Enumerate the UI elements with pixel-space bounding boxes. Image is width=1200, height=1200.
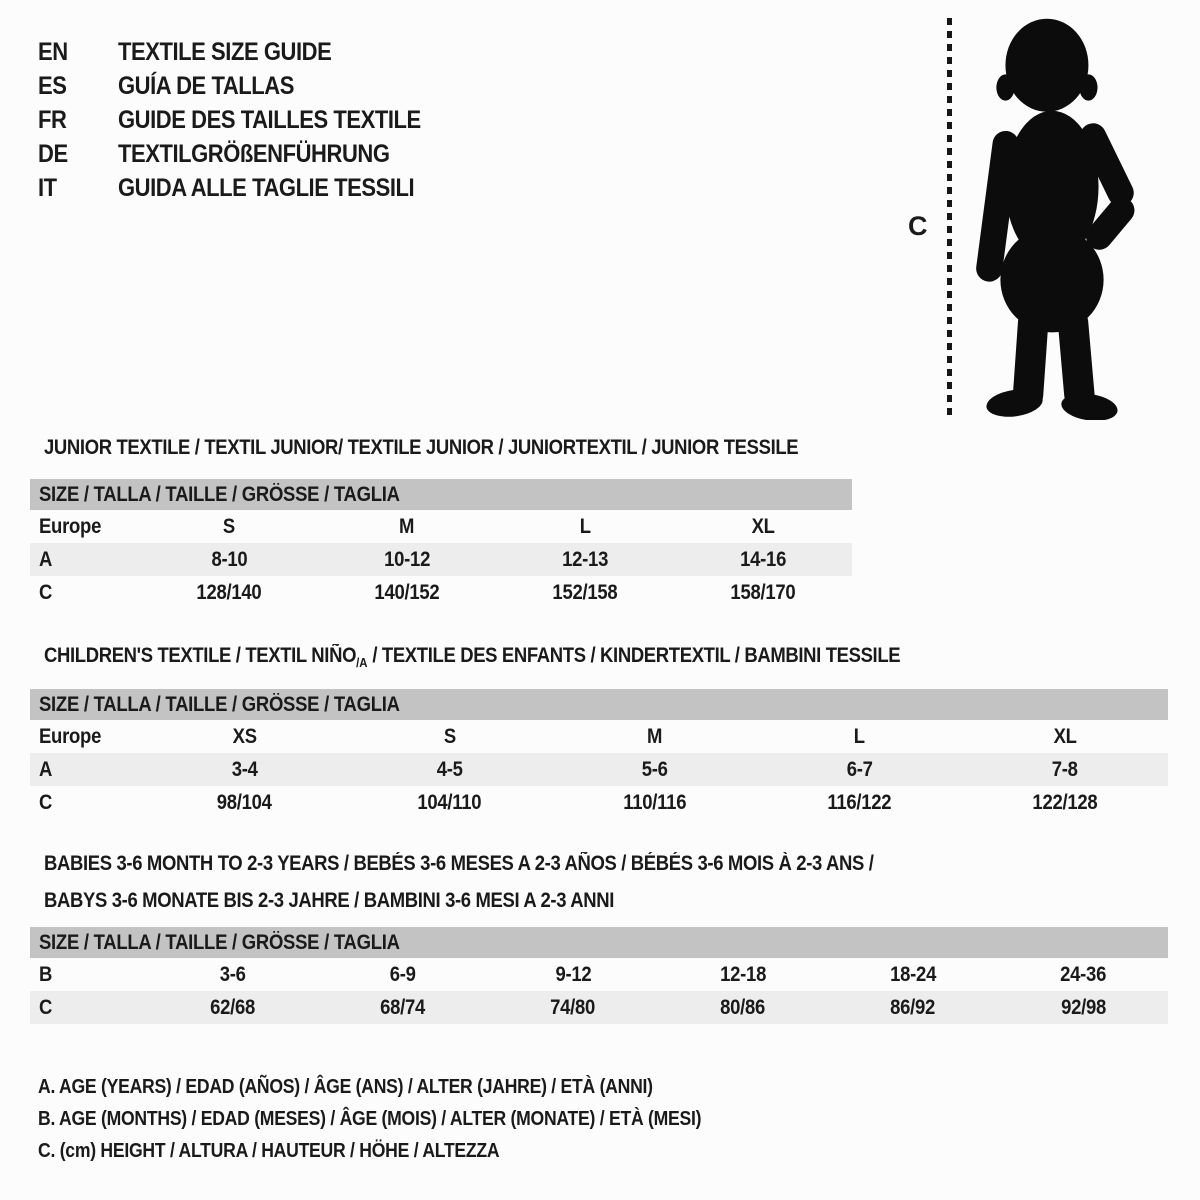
size-header-text: SIZE / TALLA / TAILLE / GRÖSSE / TAGLIA [39, 692, 400, 716]
language-code-text: DE [38, 139, 68, 168]
europe-sizes-row [30, 720, 1168, 753]
row-label-text: A [39, 757, 53, 781]
size-value-text: 128/140 [196, 580, 262, 604]
size-value-cell [318, 958, 488, 991]
language-code [38, 38, 118, 67]
age-months-row [30, 958, 1168, 991]
age-years-row [30, 543, 852, 576]
babies-size-table [30, 927, 1168, 1024]
size-value-cell [142, 753, 347, 786]
size-value-cell [347, 720, 552, 753]
size-value-cell [148, 991, 318, 1024]
size-value-cell [488, 991, 658, 1024]
language-row [38, 103, 462, 137]
legend-line-b [38, 1103, 792, 1135]
language-title-text: GUIDE DES TAILLES TEXTILE [118, 105, 421, 134]
row-label-cell [30, 720, 142, 753]
size-value-text: 62/68 [210, 995, 256, 1019]
legend-line-a [38, 1071, 792, 1103]
language-title-text: TEXTILE SIZE GUIDE [118, 37, 332, 66]
language-code-text: IT [38, 173, 57, 202]
row-label-text: B [39, 962, 53, 986]
children-title-suffix: / TEXTILE DES ENFANTS / KINDERTEXTIL / BAMBINI TESSILE [367, 644, 901, 667]
row-label-text: Europe [39, 724, 102, 748]
size-value-cell [552, 753, 757, 786]
row-label-cell [30, 991, 148, 1024]
height-measure-label [908, 211, 928, 242]
language-title-list [38, 35, 462, 205]
language-code [38, 174, 118, 203]
row-label-text: A [39, 547, 53, 571]
row-label-text: C [39, 790, 53, 814]
size-value-cell [318, 510, 496, 543]
junior-size-table [30, 479, 852, 609]
babies-section-title [44, 845, 987, 919]
size-value-text: 104/110 [417, 790, 482, 814]
size-value-cell [674, 510, 852, 543]
size-value-text: S [222, 514, 236, 538]
size-value-text: 9-12 [555, 962, 591, 986]
size-value-cell [318, 991, 488, 1024]
height-measure-dashed-line [947, 18, 952, 416]
language-row [38, 171, 462, 205]
size-value-text: XL [1053, 724, 1077, 748]
babies-title-line1: BABIES 3-6 MONTH TO 2-3 YEARS / BEBÉS 3-6 MESES A 2-3 AÑOS / BÉBÉS 3-6 MOIS À 2-3 ANS / [44, 852, 874, 875]
size-value-text: L [853, 724, 866, 748]
language-title [118, 174, 455, 203]
children-section-title-text [44, 644, 900, 675]
height-measure-label-text: C [908, 211, 928, 241]
size-header-row [30, 927, 1168, 958]
size-value-text: 152/158 [552, 580, 618, 604]
size-value-text: S [443, 724, 456, 748]
language-row [38, 137, 462, 171]
size-value-cell [998, 991, 1168, 1024]
row-label-cell [30, 543, 140, 576]
toddler-silhouette-icon [966, 14, 1138, 420]
size-value-cell [962, 786, 1168, 819]
language-code-text: FR [38, 105, 67, 134]
size-value-text: 80/86 [720, 995, 766, 1019]
language-title-text: GUÍA DE TALLAS [118, 71, 294, 100]
size-value-text: 18-24 [890, 962, 936, 986]
size-header-row [30, 479, 852, 510]
row-label-cell [30, 576, 140, 609]
junior-section-title [44, 436, 901, 460]
size-value-cell [496, 510, 674, 543]
size-value-cell [140, 543, 318, 576]
size-value-text: 98/104 [217, 790, 272, 814]
size-value-cell [757, 720, 962, 753]
age-years-row [30, 753, 1168, 786]
language-row [38, 35, 462, 69]
size-header-text: SIZE / TALLA / TAILLE / GRÖSSE / TAGLIA [39, 482, 400, 506]
size-value-cell [140, 576, 318, 609]
row-label-cell [30, 786, 142, 819]
language-code-text: ES [38, 71, 67, 100]
language-title [118, 72, 318, 101]
row-label-cell [30, 958, 148, 991]
europe-sizes-row [30, 510, 852, 543]
size-value-text: 5-6 [641, 757, 668, 781]
language-title [118, 140, 427, 169]
size-header-cell [30, 689, 1168, 720]
children-title-prefix: CHILDREN'S TEXTILE / TEXTIL NIÑO [44, 644, 357, 667]
size-value-cell [318, 576, 496, 609]
size-value-text: 8-10 [211, 547, 247, 571]
size-header-cell [30, 479, 852, 510]
size-value-text: 122/128 [1032, 790, 1098, 814]
size-value-text: 116/122 [827, 790, 892, 814]
size-value-text: M [646, 724, 663, 748]
children-size-table [30, 689, 1168, 819]
row-label-cell [30, 510, 140, 543]
size-value-cell [962, 720, 1168, 753]
size-value-cell [552, 720, 757, 753]
size-value-text: 68/74 [380, 995, 426, 1019]
language-code [38, 140, 118, 169]
size-value-cell [757, 786, 962, 819]
size-value-text: 6-7 [846, 757, 873, 781]
legend [38, 1071, 792, 1167]
size-value-cell [658, 991, 828, 1024]
language-title-text: TEXTILGRÖßENFÜHRUNG [118, 139, 390, 168]
size-header-text: SIZE / TALLA / TAILLE / GRÖSSE / TAGLIA [39, 930, 400, 954]
size-value-text: 4-5 [436, 757, 463, 781]
babies-title-line2: BABYS 3-6 MONATE BIS 2-3 JAHRE / BAMBINI 3-6 MESI A 2-3 ANNI [44, 889, 614, 912]
size-value-text: 110/116 [623, 790, 686, 814]
size-value-cell [318, 543, 496, 576]
size-value-text: 92/98 [1060, 995, 1106, 1019]
size-value-text: 158/170 [730, 580, 796, 604]
size-header-cell [30, 927, 1168, 958]
size-value-text: 14-16 [740, 547, 786, 571]
size-value-cell [142, 786, 347, 819]
row-label-text: C [39, 995, 53, 1019]
size-value-text: L [579, 514, 591, 538]
legend-line-c [38, 1135, 792, 1167]
language-row [38, 69, 462, 103]
size-value-cell [142, 720, 347, 753]
language-code [38, 72, 118, 101]
size-value-cell [140, 510, 318, 543]
size-value-text: 24-36 [1060, 962, 1107, 986]
language-title-text: GUIDA ALLE TAGLIE TESSILI [118, 173, 415, 202]
language-title [118, 106, 462, 135]
size-value-cell [674, 576, 852, 609]
height-cm-row [30, 991, 1168, 1024]
children-section-title [44, 644, 1017, 675]
row-label-text: Europe [39, 514, 102, 538]
language-code-text: EN [38, 37, 68, 66]
size-value-cell [674, 543, 852, 576]
language-title [118, 38, 360, 67]
language-code [38, 106, 118, 135]
size-value-cell [998, 958, 1168, 991]
size-value-cell [828, 958, 998, 991]
size-value-text: 3-4 [231, 757, 258, 781]
size-value-text: 7-8 [1052, 757, 1078, 781]
size-value-text: 10-12 [384, 547, 430, 571]
size-value-cell [148, 958, 318, 991]
size-value-text: 12-13 [562, 547, 608, 571]
size-value-text: 74/80 [550, 995, 596, 1019]
height-cm-row [30, 786, 1168, 819]
size-value-text: 6-9 [390, 962, 416, 986]
size-value-text: XL [751, 514, 775, 538]
size-value-text: 86/92 [890, 995, 936, 1019]
size-value-cell [658, 958, 828, 991]
legend-line-b-text: B. AGE (MONTHS) / EDAD (MESES) / ÂGE (MOIS) / ALTER (MONATE) / ETÀ (MESI) [38, 1107, 702, 1130]
row-label-text: C [39, 580, 53, 604]
legend-line-c-text: C. (cm) HEIGHT / ALTURA / HAUTEUR / HÖHE / ALTEZZA [38, 1139, 500, 1162]
size-value-cell [757, 753, 962, 786]
size-value-cell [488, 958, 658, 991]
height-cm-row [30, 576, 852, 609]
row-label-cell [30, 753, 142, 786]
size-value-cell [496, 543, 674, 576]
size-value-cell [552, 786, 757, 819]
size-value-cell [496, 576, 674, 609]
size-value-cell [347, 786, 552, 819]
junior-section-title-text: JUNIOR TEXTILE / TEXTIL JUNIOR/ TEXTILE JUNIOR / JUNIORTEXTIL / JUNIOR TESSILE [44, 436, 799, 459]
size-value-cell [347, 753, 552, 786]
size-value-cell [962, 753, 1168, 786]
size-value-text: M [399, 514, 415, 538]
legend-line-a-text: A. AGE (YEARS) / EDAD (AÑOS) / ÂGE (ANS) / ALTER (JAHRE) / ETÀ (ANNI) [38, 1075, 653, 1098]
size-value-text: 12-18 [720, 962, 766, 986]
size-value-text: 3-6 [220, 962, 246, 986]
size-value-text: 140/152 [374, 580, 440, 604]
size-header-row [30, 689, 1168, 720]
children-title-subscript: /A [356, 655, 368, 670]
size-value-cell [828, 991, 998, 1024]
size-value-text: XS [232, 724, 257, 748]
